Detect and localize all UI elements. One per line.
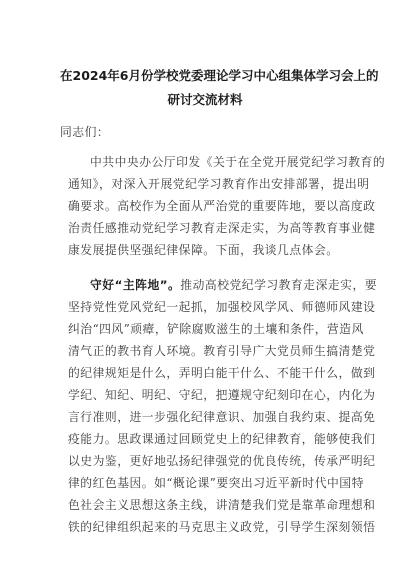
paragraph-1-line: 通知》，对深入开展党纪学习教育作出安排部署，提出明 (68, 177, 370, 191)
paragraph-2-line: 以史为鉴，更好地弘扬纪律强党的优良传统，传承严明纪 (68, 454, 376, 468)
paragraph-2-line: 的纪律规矩是什么，弄明白能干什么、不能干什么，做到 (68, 366, 376, 380)
paragraph-2-line: 疫能力。思政课通过回顾党史上的纪律教育，能够使我们 (68, 432, 376, 446)
paragraph-2-heading: 守好“主阵地”。 (90, 278, 181, 292)
paragraph-2-line: 坚持党性党风党纪一起抓，加强校风学风、师德师风建设 (68, 300, 376, 314)
salutation: 同志们： (60, 125, 110, 139)
paragraph-1-line: 治责任感推动党纪学习教育走深走实，为高等教育事业健 (68, 221, 376, 235)
paragraph-2-lead-line (90, 277, 377, 293)
paragraph-2-line: 纠治“四风”顽瘴，铲除腐败滋生的土壤和条件，营造风 (68, 322, 364, 336)
paragraph-2-line: 清气正的教书育人环境。教育引导广大党员师生搞清楚党 (68, 344, 376, 358)
paragraph-2-line: 学纪、知纪、明纪、守纪，把遵规守纪刻印在心，内化为 (68, 388, 376, 402)
paragraph-1-line: 中共中央办公厅印发《关于在全党开展党纪学习教育的 (90, 155, 386, 169)
paragraph-2-line: 言行准则，进一步强化纪律意识、加强自我约束、提高免 (68, 410, 376, 424)
paragraph-2-lead-text: 推动高校党纪学习教育走深走实，要 (180, 278, 378, 292)
document-title-line-2: 研讨交流材料 (167, 92, 243, 107)
paragraph-2-line: 色社会主义思想这条主线，讲清楚我们党是靠革命理想和 (68, 498, 376, 512)
document-title-line-1: 在2024年6月份学校党委理论学习中心组集体学习会上的 (60, 68, 379, 83)
paragraph-2-line: 律的红色基因。如“概论课”要突出习近平新时代中国特 (68, 476, 364, 490)
paragraph-1-line: 确要求。高校作为全面从严治党的重要阵地，要以高度政 (68, 199, 376, 213)
paragraph-1-line: 康发展提供坚强纪律保障。下面，我谈几点体会。 (68, 243, 339, 257)
paragraph-2-line: 铁的纪律组织起来的马克思主义政党，引导学生深刻领悟 (68, 520, 376, 534)
